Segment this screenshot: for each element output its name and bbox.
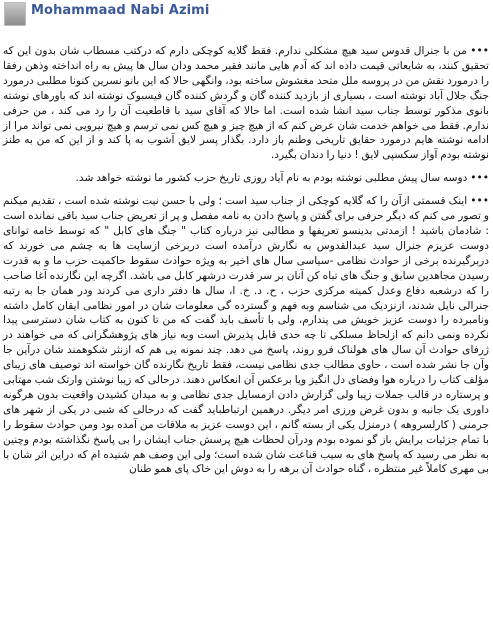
post-paragraph-1: ••• من با جنرال قدوس سید هیچ مشکلی ندارم. فقط گلایه کوچکی دارم که درکتب مسطاب شان بدون این که تحقیق کنند، به شایعاتی قیمت داده اند که آدم هایی مانند فقیر محمد ودان سال ها پیش به راه انداخته وذهن رفقا را درمورد نقش من در پروسه ملل متحد مغشوش ساخته بود، وانگهی حالا که این بانو نسرین کنونا مطلبی درمورد جنگ جلال آباد نوشته است ، بسیاری از بازدید کننده گان و گردش کننده گان فیسبوک نوشته اند که باورهای نوشته بانوی مذکور توسط جناب سید انشا شده است. اما حالا که آقای سید با قاطعیت آن را رد می کند ، من حرفی ندارم. فقط می خواهم خدمت شان عرض کنم که از هیچ چیز و هیچ کس نمی ترسم و هیچ نیرویی نمی تواند مرا از ادامه نوشته هایم درمورد حقایق تاریخی وطنم باز دارد. بگذار پسر لایق آشوب به پا کند و از این که من به طنز نوشته بودم آواز سکسپی لایق ! دنیا را دندان بگیرد. <box>3 45 489 162</box>
post-header <box>0 0 493 34</box>
avatar[interactable] <box>4 2 26 26</box>
post-paragraph-2: ••• دوسه سال پیش مطلبی نوشته بودم به نام آیاد روزی تاریخ حزب کشور ما نوشته خواهد شد. <box>75 172 489 185</box>
author-name[interactable]: Mohammaad Nabi Azimi <box>31 3 210 18</box>
post-paragraph-3: ••• اینک قسمتی ازآن را که گلایه کوچکی از جناب سید است ؛ ولی با حسن نیت نوشته شده است ، تقدیم میکنم و تصور می کنم که دیگر حرفی برای گفتن و پاسخ دادن به نامه مفصل و پر از تعریض جناب سید باقی نمانده است : شادمان باشید ! ازمدتی بدینسو تعریفها و مطالبی نیز درباره کتاب " جنگ های کابل " که توسط خامه توانای دوست عزیزم جنرال سید عبدالقدوس به نگارش درآمده است دربرخی ازسایت ها به چشم می خورند که دربرگیرنده برخی از حوادث نظامی -سیاسی سال های اخیر به ویژه حوادث سقوط حاکمیت حزب ما و به قدرت رسیدن مجاهدین سابق و جنگ های تباه کن آنان بر سر قدرت درشهر کابل می باشد. اگرچه این نگارنده آغا صاحب را که درشعبه دفاع وعدل کمیته مرکزی حزب ، ح. د. خ. ا، سال ها دفتر داری می کردند ودر همان جا به رتبه جنرالی نایل شدند، ازنزدیک می شناسم وبه فهم و گسترده گی معلومات شان در امور نظامی ایقان کامل داشته ونامبرده را دوست عزیز خویش می پندارم، ولی با تأسف باید گفت که من تا کنون به کتاب شان دسترسی پیدا نکرده ونمی دانم که ازلحاظ مسلکی تا چه حدی قابل پذیرش است وبه نیاز های پژوهشگرانی که می خواهند در ژرفای حوادث آن سال های هولناک فرو روند، پاسخ می دهد. چند نمونه یی هم که ازنثر شکوهمند شان درآین جا وآن جا نشر شده است ، حاوی مطالب جدی نظامی نیست، فقط تاریخ نگارنده گان خواسته اند توصیف های زیبای مؤلف کتاب را درباره هوا وفضای دل انگیز ویا برعکس آن انعکاس دهند. درحالی که زیبا نوشتن وارتک شب مهتابی و پرستاره در قالب جملات زیبا ولی گزارش دادن ازمسایل جدی نظامی و به میدان کشیدن واقعیت بدون هرگونه داوری یک جانبه و بدون غرض ورزی امر دیگر. درهمین ارتباطباید گفت که درحالی که شبی در یکی از شهر های جرمنی ( کارلسروهه ) درمنزل یکی از بسته گانم ، این دوست عزیز به ملاقات من آمده بود ومن حوادث سقوط را با تمام جزئیات برایش باز گو نموده بودم ودرآن لحظات هیچ پرسش جناب ایشان را بی پاسخ نگذاشته بودم وچنین به نظر می رسید که پاسخ های به سیب قناعت شان شده است؛ ولی این وصف هم شنیده ام که دراین اثر شان با بی مهری کاملاً غیر منتظره ، گناه حوادث آن برهه را به دوش این خاک پای همو طنان <box>3 195 489 476</box>
post-body <box>3 44 489 485</box>
